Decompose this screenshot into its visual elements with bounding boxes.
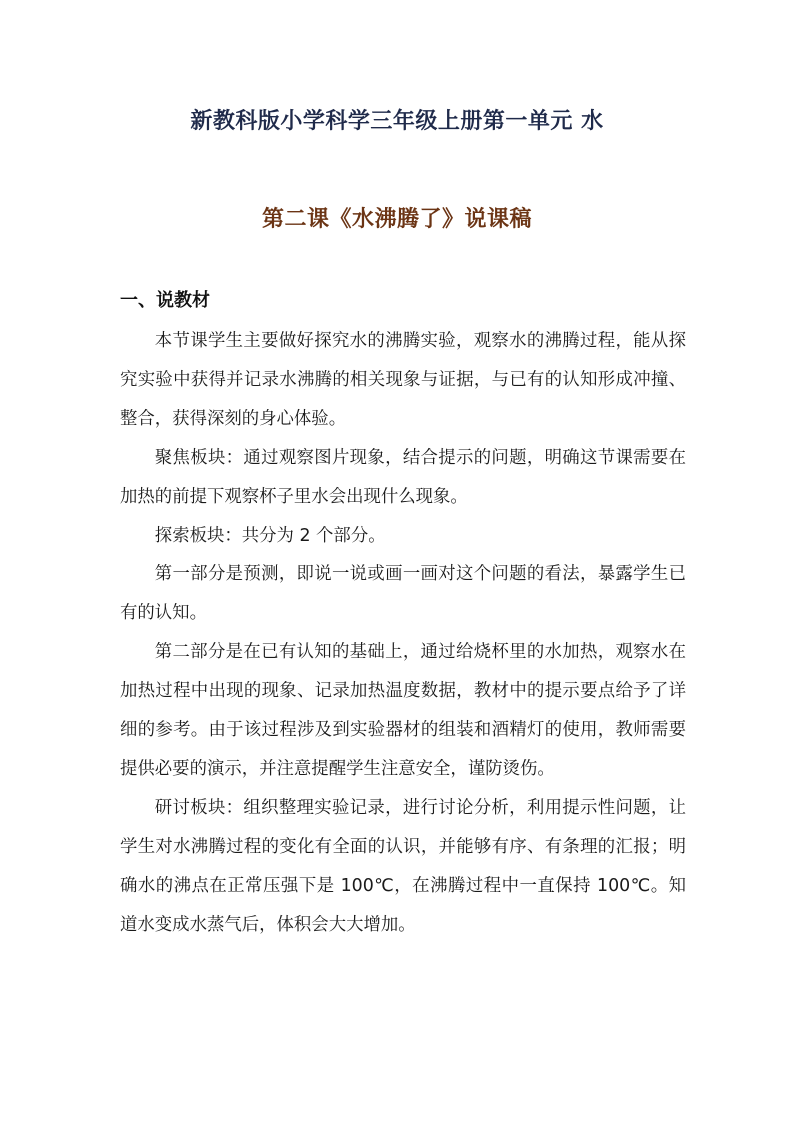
paragraph-focus: 聚焦板块：通过观察图片现象，结合提示的问题，明确这节课需要在加热的前提下观察杯子里水会出现什么现象。: [120, 447, 686, 507]
paragraph-part-two: 第二部分是在已有认知的基础上，通过给烧杯里的水加热，观察水在加热过程中出现的现象、记录加热温度数据，教材中的提示要点给予了详细的参考。由于该过程涉及到实验器材的组装和酒精灯的使用，教师需要提供必要的演示，并注意提醒学生注意安全，谨防烫伤。: [120, 642, 686, 779]
paragraph-intro: 本节课学生主要做好探究水的沸腾实验，观察水的沸腾过程，能从探究实验中获得并记录水沸腾的相关现象与证据，与已有的认知形成冲撞、整合，获得深刻的身心体验。: [120, 331, 686, 429]
paragraph-discuss: 研讨板块：组织整理实验记录，进行讨论分析，利用提示性问题，让学生对水沸腾过程的变化有全面的认识，并能够有序、有条理的汇报；明确水的沸点在正常压强下是 100℃，在沸腾过程中一直保持 100℃。知道水变成水蒸气后，体积会大大增加。: [120, 797, 686, 935]
section-heading-textbook: 一、说教材: [120, 290, 210, 311]
document-subtitle: 第二课《水沸腾了》说课稿: [261, 207, 532, 232]
paragraph-part-one: 第一部分是预测，即说一说或画一画对这个问题的看法，暴露学生已有的认知。: [120, 564, 686, 624]
document-title: 新教科版小学科学三年级上册第一单元 水: [190, 109, 604, 134]
paragraph-explore: 探索板块：共分为 2 个部分。: [154, 525, 386, 546]
body-text: [120, 322, 686, 945]
